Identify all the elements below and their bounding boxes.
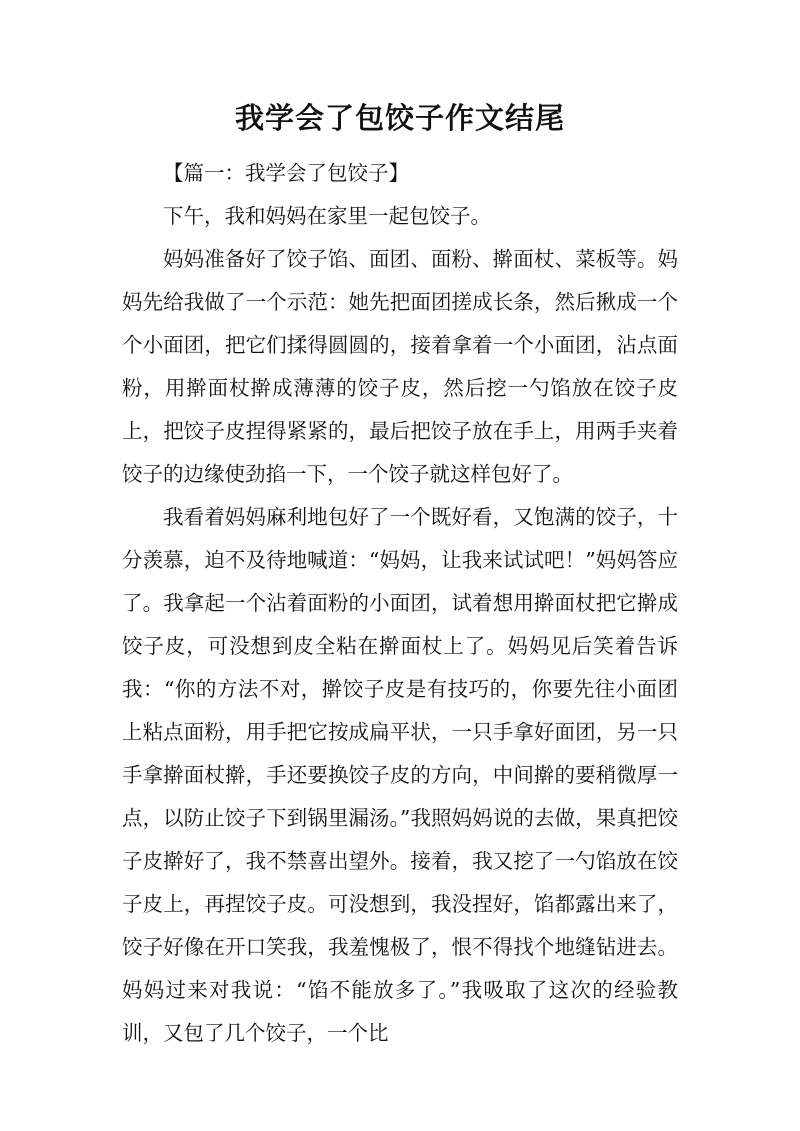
document-title: 我学会了包饺子作文结尾 (234, 101, 565, 135)
section-heading: 【篇一：我学会了包饺子】 (163, 161, 409, 185)
paragraph-attempt: 我看着妈妈麻利地包好了一个既好看，又饱满的饺子，十分羡慕，迫不及待地喊道：“妈妈，让我来试试吧！”妈妈答应了。我拿起一个沾着面粉的小面团，试着想用擀面杖把它擀成饺子皮，可没想到皮全粘在擀面杖上了。妈妈见后笑着告诉我：“你的方法不对，擀饺子皮是有技巧的，你要先往小面团上粘点面粉，用手把它按成扁平状，一只手拿好面团，另一只手拿擀面杖擀，手还要换饺子皮的方向，中间擀的要稍微厚一点，以防止饺子下到锅里漏汤。”我照妈妈说的去做，果真把饺子皮擀好了，我不禁喜出望外。接着，我又挖了一勺馅放在饺子皮上，再捏饺子皮。可没想到，我没捏好，馅都露出来了，饺子好像在开口笑我，我羞愧极了，恨不得找个地缝钻进去。妈妈过来对我说：“馅不能放多了。”我吸取了这次的经验教训，又包了几个饺子，一个比 (122, 505, 678, 1045)
paragraph-intro: 下午，我和妈妈在家里一起包饺子。 (163, 204, 491, 228)
paragraph-demonstration: 妈妈准备好了饺子馅、面团、面粉、擀面杖、菜板等。妈妈先给我做了一个示范：她先把面团搓成长条，然后揪成一个个小面团，把它们揉得圆圆的，接着拿着一个小面团，沾点面粉，用擀面杖擀成薄薄的饺子皮，然后挖一勺馅放在饺子皮上，把饺子皮捏得紧紧的，最后把饺子放在手上，用两手夹着饺子的边缘使劲掐一下，一个饺子就这样包好了。 (122, 247, 678, 486)
document-body (122, 152, 678, 1055)
